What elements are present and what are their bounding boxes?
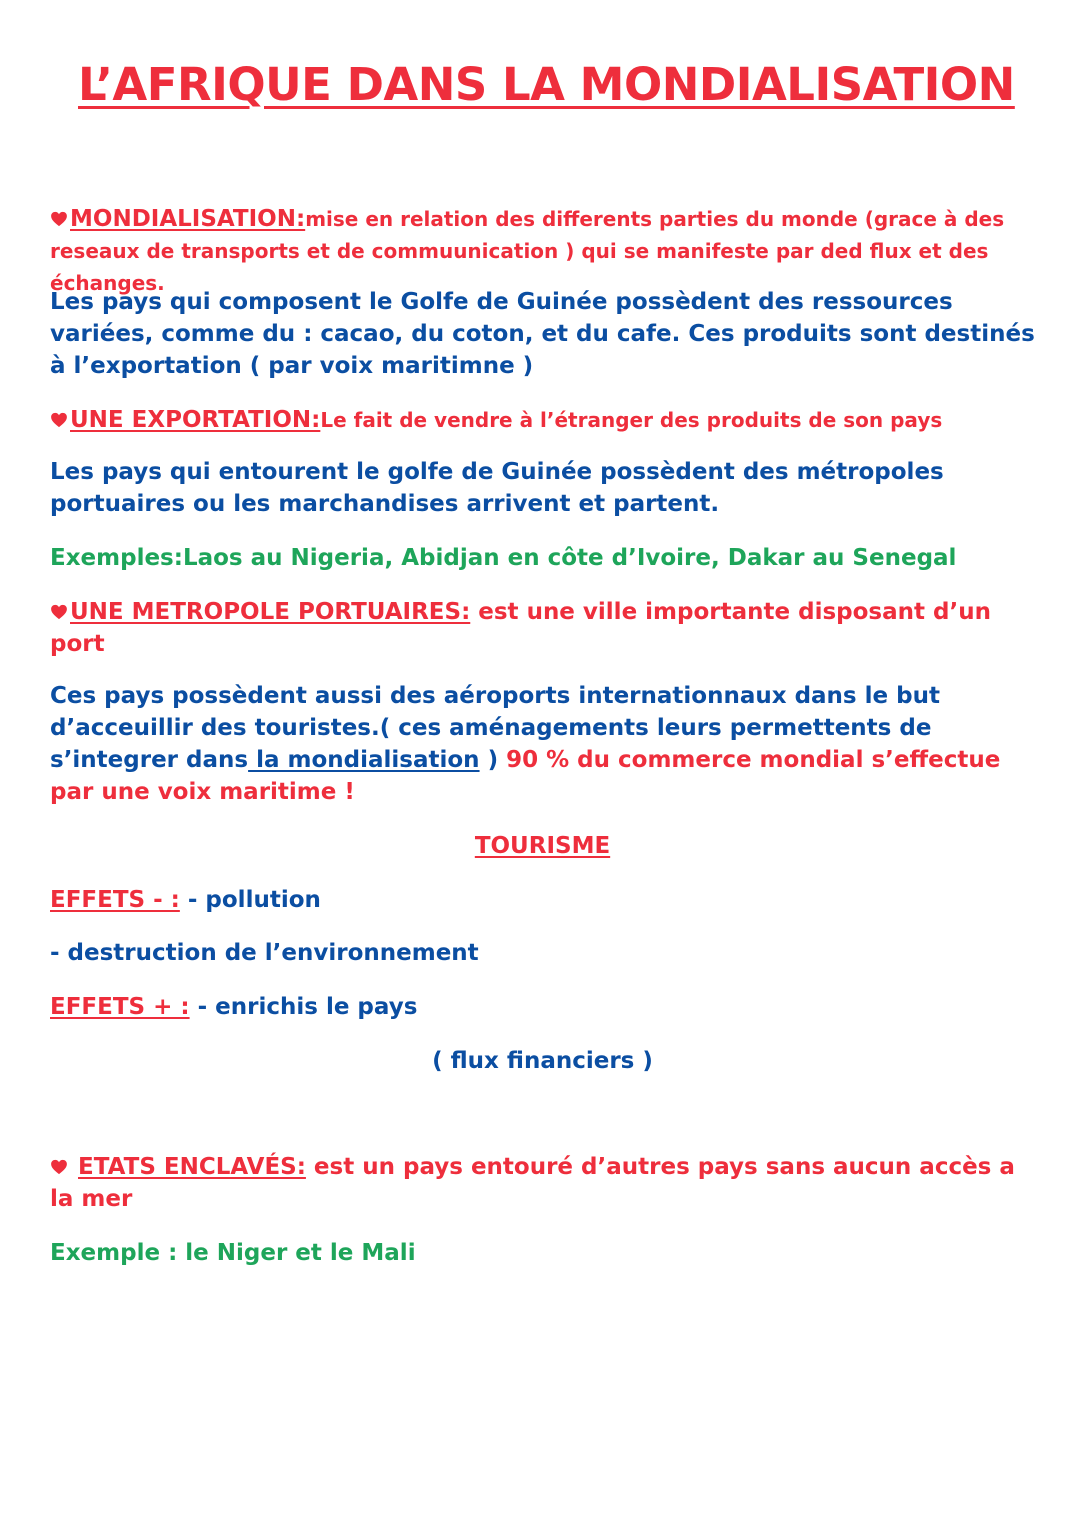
- commerce-highlight: 90 % du commerce mondial s’effectue par une voix maritime !: [50, 747, 1001, 805]
- paragraph-ressources: Les pays qui composent le Golfe de Guinée possèdent des ressources variées, comme du : cacao, du coton, et du cafe. Ces produits sont destinés à l’exportation ( par voix maritimne ): [50, 289, 1035, 379]
- term-exportation: UNE EXPORTATION:: [70, 407, 321, 433]
- aeroports-text: Ces pays possèdent aussi des aéroports internationnaux dans le but d’acceuillir des touristes.( ces aménagements leurs permettents de s’integrer dans: [50, 683, 940, 773]
- effets-positifs: [50, 991, 1035, 1023]
- effet-pollution: - pollution: [179, 887, 321, 913]
- definition-text: est un pays entouré d’autres pays sans aucun accès a la mer: [50, 1154, 1015, 1212]
- effets-negatifs: [50, 884, 1035, 916]
- heart-icon: [50, 1158, 68, 1176]
- tourisme-title: TOURISME: [474, 833, 611, 859]
- paragraph-aeroports: [50, 680, 1035, 808]
- definition-text: Le fait de vendre à l’étranger des produits de son pays: [320, 408, 943, 432]
- mondialisation-link: la mondialisation: [248, 747, 480, 773]
- aeroports-close: ): [479, 747, 499, 773]
- heart-icon: [50, 411, 68, 429]
- tourisme-heading: [50, 830, 1035, 862]
- exemples-ports: Exemples:Laos au Nigeria, Abidjan en côte d’Ivoire, Dakar au Senegal: [50, 545, 957, 571]
- term-metropole-portuaire: UNE METROPOLE PORTUAIRES:: [70, 599, 471, 625]
- heart-icon: [50, 210, 68, 228]
- exemple-enclaves: Exemple : le Niger et le Mali: [50, 1240, 416, 1266]
- effets-positifs-label: EFFETS + :: [50, 994, 190, 1020]
- definition-exportation: [50, 404, 1035, 436]
- effet-destruction: - destruction de l’environnement: [50, 940, 479, 966]
- page-title: L’AFRIQUE DANS LA MONDIALISATION: [78, 58, 1015, 111]
- term-etats-enclaves: ETATS ENCLAVÉS:: [78, 1154, 306, 1180]
- definition-text: mise en relation des differents parties du monde (grace à des reseaux de transports et de commuunication ) qui se manifeste par ded flux et des échanges.: [50, 207, 1005, 295]
- flux-financiers: ( flux financiers ): [432, 1048, 653, 1074]
- effets-negatifs-label: EFFETS - :: [50, 887, 180, 913]
- definition-metropole-portuaire: [50, 596, 1035, 660]
- definition-etats-enclaves: [50, 1151, 1035, 1215]
- effet-enrichis: - enrichis le pays: [189, 994, 418, 1020]
- paragraph-metropoles: Les pays qui entourent le golfe de Guinée possèdent des métropoles portuaires ou les marchandises arrivent et partent.: [50, 459, 944, 517]
- definition-mondialisation: [50, 203, 1035, 299]
- definition-text: est une ville importante disposant d’un port: [50, 599, 991, 657]
- term-mondialisation: MONDIALISATION:: [70, 206, 306, 232]
- heart-icon: [50, 603, 68, 621]
